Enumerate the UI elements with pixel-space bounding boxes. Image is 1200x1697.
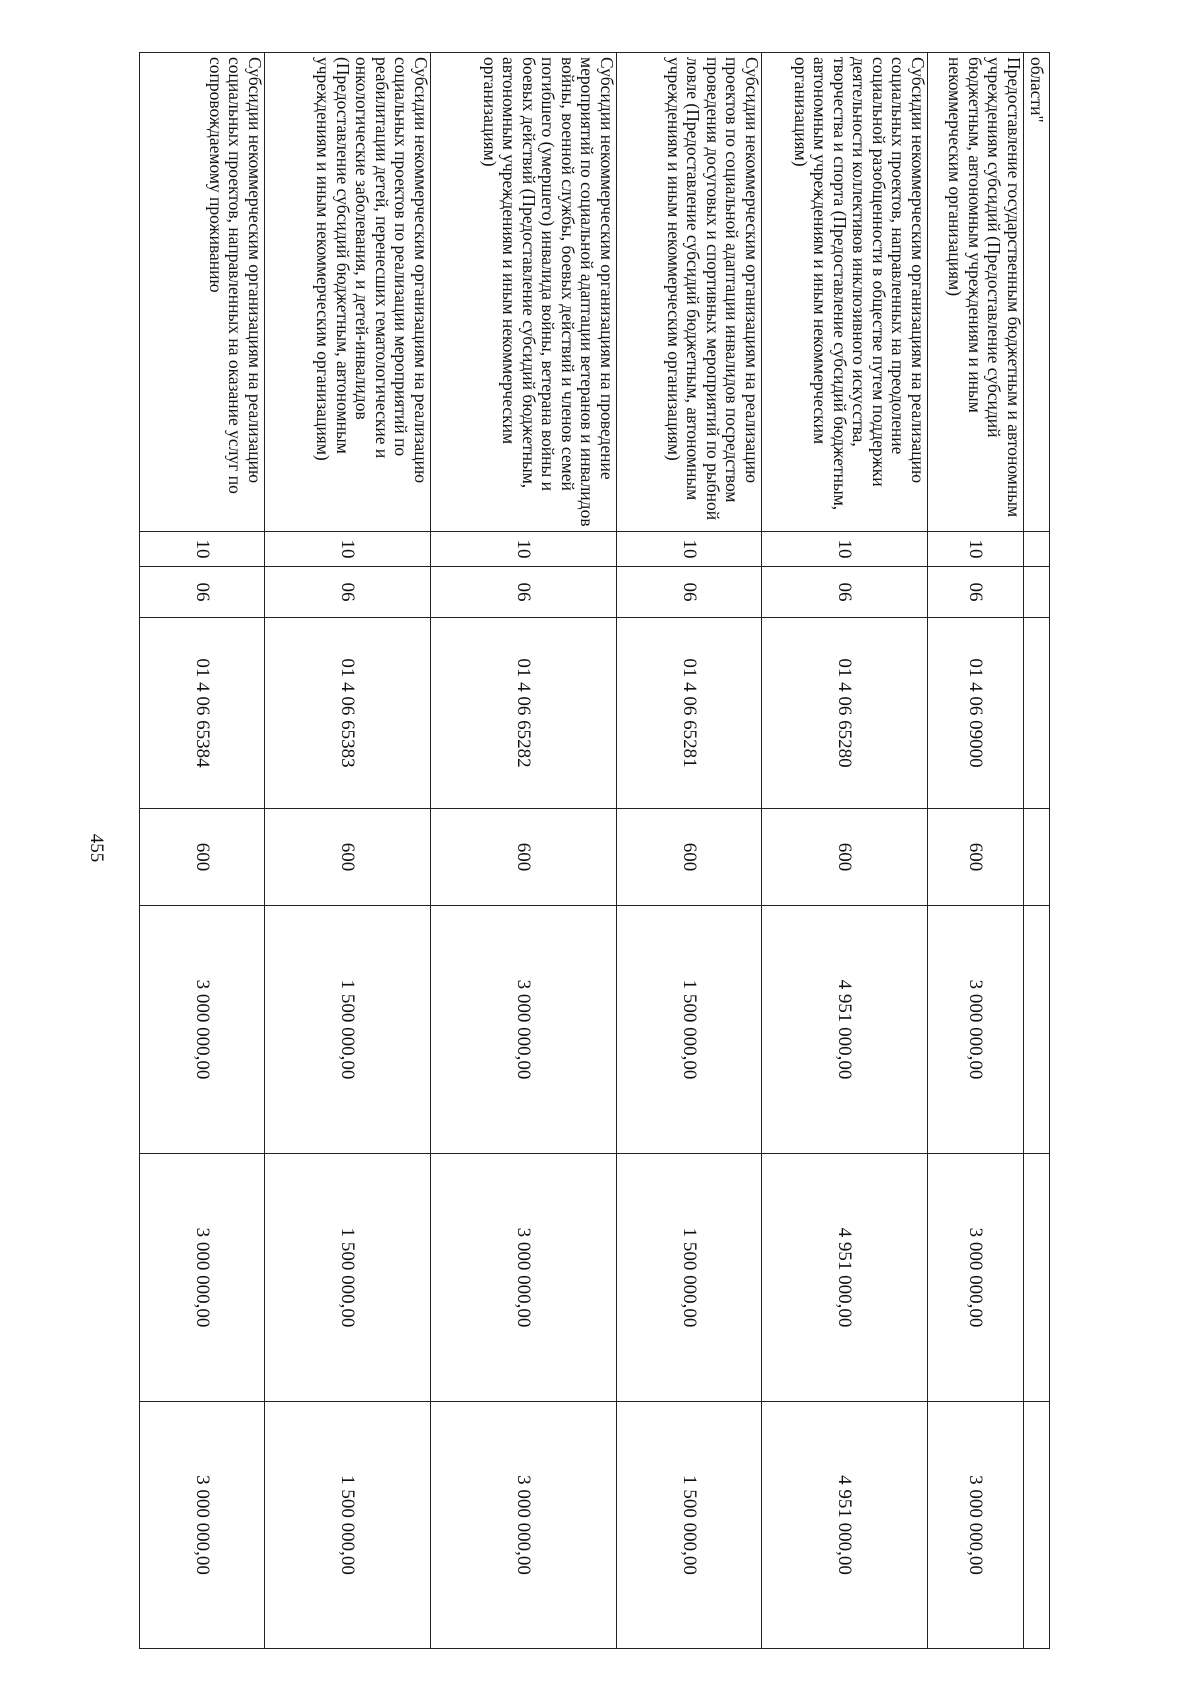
vr-cell: 600	[431, 809, 617, 906]
csr-cell: 01 4 06 09000	[928, 618, 1024, 809]
sum1-cell: 4 951 000,00	[762, 906, 928, 1154]
csr-cell: 01 4 06 65383	[265, 618, 431, 809]
name-cell: Субсидии некоммерческим организациям на проведение мероприятий по социальной адаптации ветеранов и инвалидов войны, военной службы, боевых действий и членов семей погибшего (умершего) инвалида войны, ветерана войны и боевых действий (Предоставление субсидий бюджетным, автономным учреждениям и иным некоммерческим организациям)	[431, 53, 617, 532]
rz-cell: 10	[431, 532, 617, 567]
vr-cell: 600	[140, 809, 265, 906]
rz-cell	[1024, 532, 1050, 567]
sum1-cell: 3 000 000,00	[140, 906, 265, 1154]
document-page	[140, 52, 1050, 1632]
sum2-cell: 1 500 000,00	[265, 1154, 431, 1402]
sum1-cell: 3 000 000,00	[431, 906, 617, 1154]
rz-cell: 10	[617, 532, 762, 567]
sum2-cell: 3 000 000,00	[140, 1154, 265, 1402]
sum1-cell	[1024, 906, 1050, 1154]
name-cell: Субсидии некоммерческим организациям на реализацию социальных проектов, направленных на оказание услуг по сопровождаемому проживанию	[140, 53, 265, 532]
table-row	[928, 53, 1024, 1649]
sum1-cell: 1 500 000,00	[265, 906, 431, 1154]
continuation-label: области"	[1027, 57, 1048, 123]
vr-cell: 600	[762, 809, 928, 906]
sum1-cell: 1 500 000,00	[617, 906, 762, 1154]
sum3-cell: 3 000 000,00	[140, 1402, 265, 1649]
budget-table	[139, 52, 1050, 1649]
csr-cell: 01 4 06 65282	[431, 618, 617, 809]
table-row	[431, 53, 617, 1649]
name-cell: Субсидии некоммерческим организациям на реализацию проектов по социальной адаптации инвалидов посредством проведения досуговых и спортивных мероприятий по рыбной ловле (Предоставление субсидий бюджетным, автономным учреждениям и иным некоммерческим организациям)	[617, 53, 762, 532]
csr-cell	[1024, 618, 1050, 809]
table-row	[762, 53, 928, 1649]
name-cell: Субсидии некоммерческим организациям на реализацию социальных проектов, направленных на преодоление социальной разобщенности в обществе путем поддержки деятельности коллективов инклюзивного искусства, творчества и спорта (Предоставление субсидий бюджетным, автономным учреждениям и иным некоммерческим организациям)	[762, 53, 928, 532]
name-cell: Предоставление государственным бюджетным и автономным учреждениям субсидий (Предоставление субсидий бюджетным, автономным учреждениям и иным некоммерческим организациям)	[928, 53, 1024, 532]
sum3-cell: 3 000 000,00	[928, 1402, 1024, 1649]
pr-cell: 06	[617, 567, 762, 618]
vr-cell: 600	[928, 809, 1024, 906]
table-row	[140, 53, 265, 1649]
sum2-cell: 3 000 000,00	[928, 1154, 1024, 1402]
pr-cell	[1024, 567, 1050, 618]
name-cell: Субсидии некоммерческим организациям на реализацию социальных проектов по реализации мероприятий по реабилитации детей, перенесших гематологические и онкологические заболевания, и детей-инвалидов (Предоставление субсидий бюджетным, автономным учреждениям и иным некоммерческим организациям)	[265, 53, 431, 532]
rz-cell: 10	[265, 532, 431, 567]
vr-cell: 600	[265, 809, 431, 906]
sum3-cell: 1 500 000,00	[617, 1402, 762, 1649]
csr-cell: 01 4 06 65384	[140, 618, 265, 809]
sum2-cell: 1 500 000,00	[617, 1154, 762, 1402]
table-row	[265, 53, 431, 1649]
sum2-cell: 4 951 000,00	[762, 1154, 928, 1402]
pr-cell: 06	[928, 567, 1024, 618]
sum3-cell: 4 951 000,00	[762, 1402, 928, 1649]
pr-cell: 06	[140, 567, 265, 618]
rz-cell: 10	[928, 532, 1024, 567]
csr-cell: 01 4 06 65280	[762, 618, 928, 809]
sum3-cell	[1024, 1402, 1050, 1649]
sum2-cell	[1024, 1154, 1050, 1402]
sum1-cell: 3 000 000,00	[928, 906, 1024, 1154]
pr-cell: 06	[762, 567, 928, 618]
vr-cell: 600	[617, 809, 762, 906]
table-row	[617, 53, 762, 1649]
pr-cell: 06	[265, 567, 431, 618]
page-number: 455	[86, 833, 107, 863]
sum3-cell: 3 000 000,00	[431, 1402, 617, 1649]
table-container	[140, 52, 1050, 1632]
rz-cell: 10	[762, 532, 928, 567]
sum3-cell: 1 500 000,00	[265, 1402, 431, 1649]
csr-cell: 01 4 06 65281	[617, 618, 762, 809]
pr-cell: 06	[431, 567, 617, 618]
name-cell	[1024, 53, 1050, 532]
rz-cell: 10	[140, 532, 265, 567]
vr-cell	[1024, 809, 1050, 906]
table-row-continuation	[1024, 53, 1050, 1649]
sum2-cell: 3 000 000,00	[431, 1154, 617, 1402]
